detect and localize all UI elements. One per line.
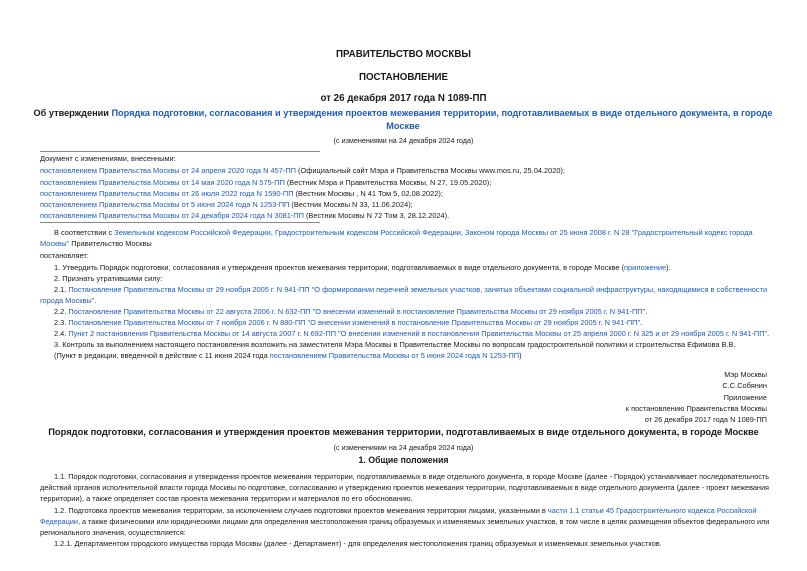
amendment-source: (Вестник Москвы N 33, 11.06.2024); xyxy=(289,200,413,209)
paragraph-2: 2. Признать утратившими силу: xyxy=(54,274,163,283)
amendment-item xyxy=(40,188,443,199)
paragraph-2-4-end: . xyxy=(767,329,770,338)
paragraph-2-1-num: 2.1. xyxy=(54,285,69,294)
doc-type-heading: ПОСТАНОВЛЕНИЕ xyxy=(358,72,449,83)
paragraph-2-2-num: 2.2. xyxy=(54,307,69,316)
paragraph-2-1-cont xyxy=(40,295,96,306)
repealed-decree-link[interactable]: Постановление Правительства Москвы от 7 ноября 2006 г. N 880-ПП "О внесении изменений в постановление Правительства Москвы от 29 ноября 2005 г. N 941-ПП" xyxy=(68,318,641,327)
paragraph-2-3 xyxy=(54,317,642,328)
divider-top xyxy=(40,151,320,152)
paragraph-3: 3. Контроль за выполнением настоящего постановления возложить на заместителя Мэра Москвы в Правительстве Москвы по вопросам градостроительной политики и строительства Ефимова В.В. xyxy=(54,340,736,349)
amendment-item xyxy=(40,177,491,188)
paragraph-2-4-num: 2.4. xyxy=(54,329,69,338)
code-article-link-end[interactable]: Федерации xyxy=(40,517,78,526)
clause-1-1-line3: территории), а также определяет состав проекта межевания территории и материалов по его обоснованию. xyxy=(40,494,413,503)
signature-position: Мэр Москвы xyxy=(724,370,767,379)
preamble-line2 xyxy=(40,238,152,249)
clause-1-2-line3: регионального значения, осуществляется: xyxy=(40,528,186,537)
clause-1-2-text: 1.2. Подготовка проектов межевания территории, за исключением случаев подготовки проектов межевания территории лицами, указанными в xyxy=(54,506,548,515)
doc-title-link-line2[interactable]: Москве xyxy=(386,121,420,131)
clause-1-1-line2: действий органов исполнительной власти города Москвы по подготовке, согласованию и утверждению проектов межевания территории, подготавливаемых в виде отдельного документа (далее - проект межевания xyxy=(40,483,770,492)
amendment-link[interactable]: постановлением Правительства Москвы от 24 апреля 2020 года N 457-ПП xyxy=(40,166,296,175)
preamble-start: В соответствии с xyxy=(54,228,115,237)
amendment-source: (Вестник Мэра и Правительства Москвы, N 27, 19.05.2020); xyxy=(284,178,492,187)
repealed-decree-link[interactable]: Пункт 2 постановления Правительства Москвы от 14 августа 2007 г. N 692-ПП "О внесении изменений в постановления Правительства Москвы от 25 апреля 2000 г. N 325 и от 29 ноября 2005 г. N 941-ПП" xyxy=(68,329,768,338)
paragraph-2-3-num: 2.3. xyxy=(54,318,69,327)
paragraph-1-end: ). xyxy=(666,263,671,272)
paragraph-2-1 xyxy=(54,284,767,295)
code-article-link[interactable]: части 1.1 статьи 45 Градостроительного кодекса Российской xyxy=(547,506,757,515)
appendix-title: Порядок подготовки, согласования и утверждения проектов межевания территории, подготавливаемых в виде отдельного документа, в городе Москве xyxy=(48,427,759,437)
amendments-heading: Документ с изменениями, внесенными: xyxy=(40,154,176,163)
appendix-ref-line2: от 26 декабря 2017 года N 1089-ПП xyxy=(644,415,767,424)
preamble-line1 xyxy=(40,227,753,238)
note-end: ) xyxy=(519,351,522,360)
amendment-source: (Официальный сайт Мэра и Правительства Москвы www.mos.ru, 25.04.2020); xyxy=(296,166,565,175)
doc-title-prefix: Об утверждении xyxy=(33,108,112,118)
doc-title-link[interactable]: Порядка подготовки, согласования и утверждения проектов межевания территории, подготавливаемых в виде отдельного документа, в городе xyxy=(111,108,773,118)
signature-name: С.С.Собянин xyxy=(722,381,767,390)
repealed-decree-link[interactable]: Постановление Правительства Москвы от 29 ноября 2005 г. N 941-ПП "О формировании перечней земельных участков, занятых объектами социальной инфраструктуры, находящимися в собственности xyxy=(68,285,768,294)
note-start: (Пункт в редакции, введенной в действие с 11 июня 2024 года xyxy=(54,351,270,360)
appendix-revision: (с изменениями на 24 декабря 2024 года) xyxy=(333,443,474,452)
appendix-label: Приложение xyxy=(723,393,767,402)
amendment-item xyxy=(40,199,413,210)
paragraph-1 xyxy=(54,262,671,273)
org-heading: ПРАВИТЕЛЬСТВО МОСКВЫ xyxy=(336,49,471,60)
amendment-source: (Вестник Москвы , N 41 Том 5, 02.08.2022); xyxy=(293,189,443,198)
amendment-link[interactable]: постановлением Правительства Москвы от 5 июня 2024 года N 1253-ПП xyxy=(40,200,290,209)
decrees-word: постановляет: xyxy=(40,251,89,260)
paragraph-2-4 xyxy=(54,328,769,339)
doc-title xyxy=(28,107,778,133)
paragraph-2-2-end: . xyxy=(645,307,648,316)
amendment-link[interactable]: постановлением Правительства Москвы от 26 июля 2022 года N 1590-ПП xyxy=(40,189,294,198)
amendment-link[interactable]: постановлением Правительства Москвы от 24 декабря 2024 года N 3081-ПП xyxy=(40,211,304,220)
clause-1-2-text-cont: , а также физическими или юридическими лицами для определения местоположения границ образуемых и изменяемых земельных участков, в том числе в целях размещения объектов федерального или xyxy=(77,517,770,526)
note-amendment-link[interactable]: постановлением Правительства Москвы от 5 июня 2024 года N 1253-ПП xyxy=(269,351,520,360)
paragraph-2-2 xyxy=(54,306,647,317)
revision-note: (с изменениями на 24 декабря 2024 года) xyxy=(333,136,474,145)
repealed-decree-link[interactable]: Постановление Правительства Москвы от 22 августа 2006 г. N 632-ПП "О внесении изменений в постановление Правительства Москвы от 29 ноября 2005 г. N 941-ПП" xyxy=(68,307,646,316)
doc-date-number: от 26 декабря 2017 года N 1089-ПП xyxy=(320,93,487,104)
paragraph-2-3-end: . xyxy=(640,318,643,327)
paragraph-1-text: 1. Утвердить Порядок подготовки, согласования и утверждения проектов межевания территории, подготавливаемых в виде отдельного документа, в городе Москве ( xyxy=(54,263,625,272)
paragraph-3-note xyxy=(54,350,522,361)
amendment-source: (Вестник Москвы N 72 Том 3, 28.12.2024). xyxy=(303,211,450,220)
paragraph-2-1-end: . xyxy=(94,296,97,305)
clause-1-2-line2 xyxy=(40,516,769,527)
amendment-item xyxy=(40,210,449,221)
section-1-heading: 1. Общие положения xyxy=(358,455,449,465)
preamble-law-link-end[interactable]: Москвы" xyxy=(40,239,70,248)
repealed-decree-link-end[interactable]: города Москвы" xyxy=(40,296,95,305)
clause-1-2-1: 1.2.1. Департаментом городского имущества города Москвы (далее - Департамент) - для определения местоположения границ образуемых и изменяемых земельных участков. xyxy=(54,539,662,548)
amendment-item xyxy=(40,165,565,176)
clause-1-1-line1: 1.1. Порядок подготовки, согласования и утверждения проектов межевания территории, подготавливаемых в виде отдельного документа, в городе Москве (далее - Порядок) устанавливает последовательность xyxy=(54,472,770,481)
preamble-laws-link[interactable]: Земельным кодексом Российской Федерации, Градостроительным кодексом Российской Федерации, Законом города Москвы от 25 июня 2008 г. N 28 "Градостроительный кодекс города xyxy=(114,228,753,237)
appendix-ref-line1: к постановлению Правительства Москвы xyxy=(625,404,767,413)
appendix-link[interactable]: приложение xyxy=(624,263,667,272)
preamble-tail: Правительство Москвы xyxy=(69,239,152,248)
clause-1-2-line1 xyxy=(54,505,756,516)
amendment-link[interactable]: постановлением Правительства Москвы от 14 мая 2020 года N 575-ПП xyxy=(40,178,285,187)
divider-bottom xyxy=(40,222,320,223)
